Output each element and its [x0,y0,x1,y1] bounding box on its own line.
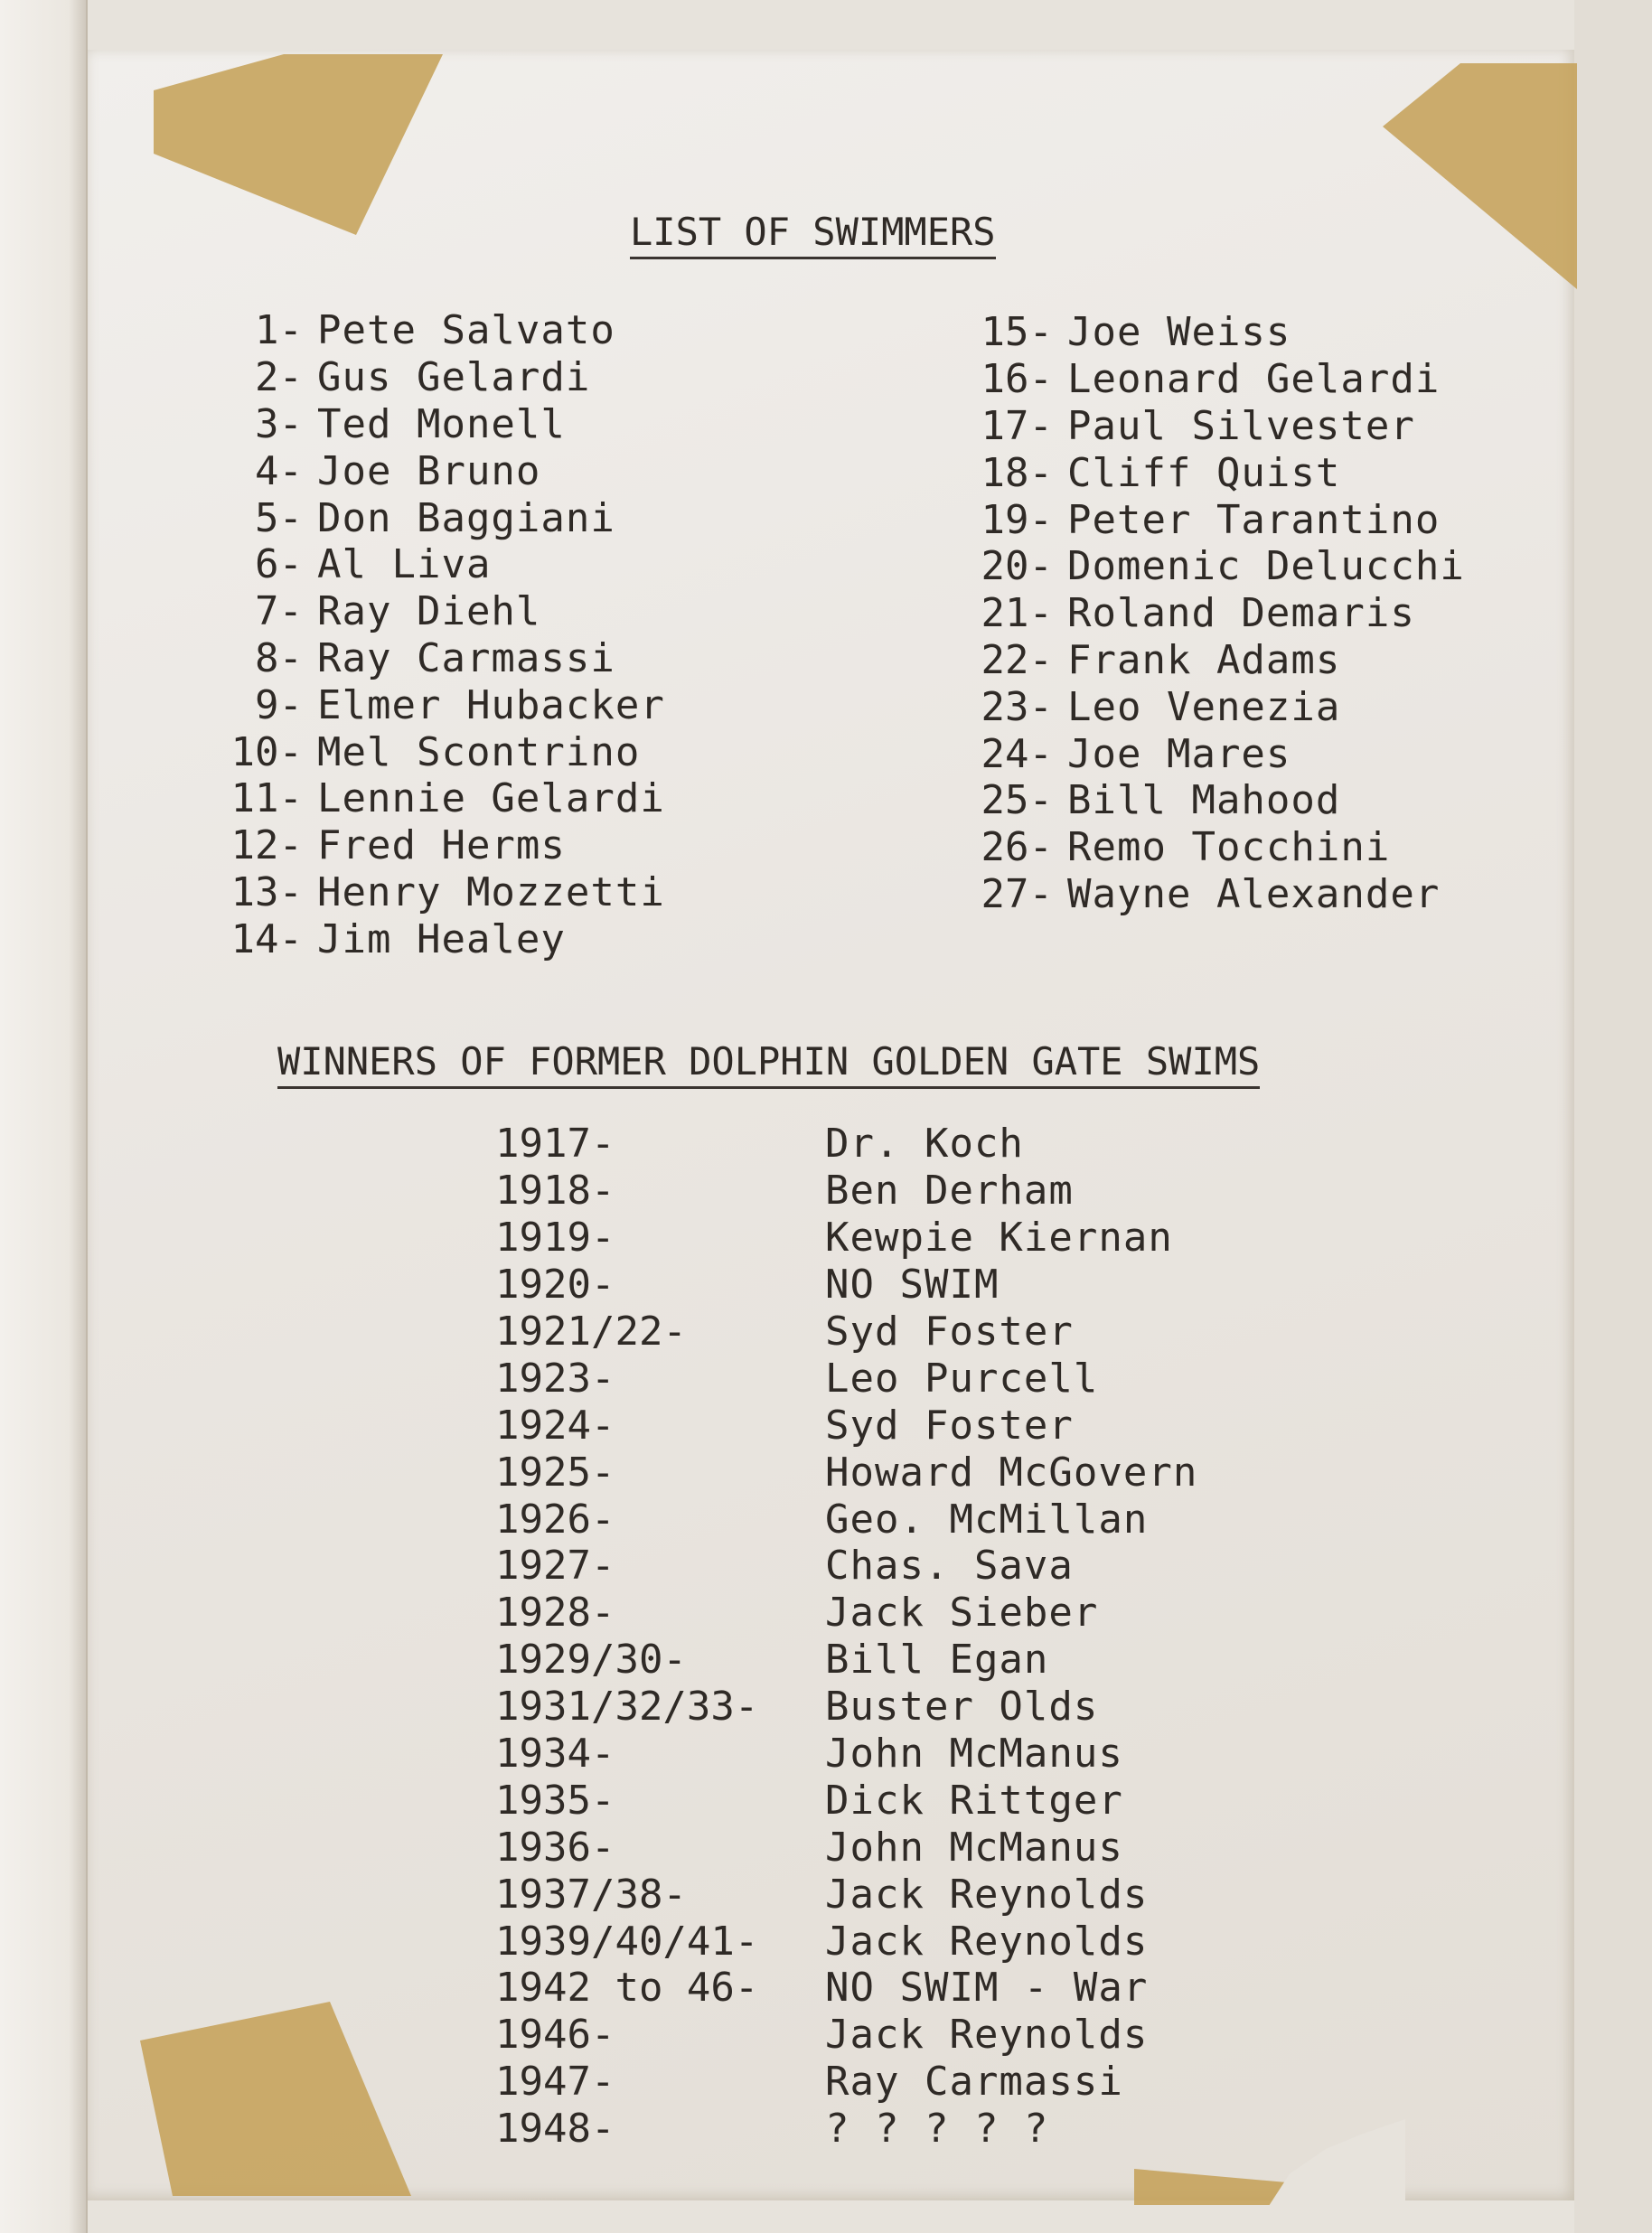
list-item [190,401,665,448]
list-item [190,494,665,541]
winner-year: 1924- [495,1402,615,1449]
swimmer-number: 22- [981,636,1053,683]
list-item [940,309,1465,356]
swimmer-name: Peter Tarantino [1067,496,1441,543]
swimmer-number: 19- [981,496,1053,543]
winner-name: Leo Purcell [825,1355,1099,1402]
swimmer-name: Bill Mahood [1067,777,1341,824]
list-item [495,1965,1197,2012]
swimmer-number: 16- [981,356,1053,403]
swimmer-number: 27- [981,870,1053,917]
swimmer-number: 17- [981,402,1053,449]
list-item [495,1496,1197,1543]
list-item [190,915,665,962]
winner-name: Dr. Koch [825,1121,1024,1168]
winner-name: Syd Foster [825,1309,1074,1355]
swimmer-name: Wayne Alexander [1067,870,1441,917]
swimmer-name: Paul Silvester [1067,402,1415,449]
list-item [495,1402,1197,1449]
list-item [940,824,1465,871]
swimmer-number: 11- [230,775,303,822]
winner-name: Kewpie Kiernan [825,1215,1173,1262]
list-item [190,728,665,775]
list-item [190,681,665,728]
list-item [940,449,1465,496]
winner-year: 1917- [495,1121,615,1168]
winner-year: 1921/22- [495,1309,687,1355]
list-item [940,543,1465,590]
winner-year: 1927- [495,1543,615,1590]
winner-name: Ben Derham [825,1168,1074,1215]
adjacent-page-edge [0,0,88,2233]
swimmer-name: Cliff Quist [1067,449,1341,496]
winner-year: 1919- [495,1215,615,1262]
swimmer-number: 26- [981,824,1053,871]
winner-year: 1937/38- [495,1871,687,1918]
swimmer-number: 21- [981,590,1053,637]
swimmer-name: Fred Herms [317,822,566,869]
swimmer-name: Frank Adams [1067,636,1341,683]
list-item [495,2012,1197,2059]
winner-name: Howard McGovern [825,1449,1198,1496]
list-item [495,1637,1197,1684]
winner-year: 1918- [495,1168,615,1215]
swimmer-number: 6- [255,541,303,588]
winner-year: 1934- [495,1731,615,1778]
swimmer-name: Ray Carmassi [317,634,615,681]
list-item [190,307,665,354]
list-item [495,1449,1197,1496]
swimmer-name: Remo Tocchini [1067,824,1391,871]
swimmer-number: 1- [255,307,303,354]
swimmer-number: 2- [255,354,303,401]
swimmer-name: Pete Salvato [317,307,615,354]
swimmer-number: 20- [981,543,1053,590]
list-item [495,2059,1197,2106]
swimmer-number: 25- [981,777,1053,824]
swimmer-number: 23- [981,683,1053,730]
swimmers-list-left [190,307,665,962]
winner-year: 1931/32/33- [495,1684,759,1731]
list-item [495,1918,1197,1965]
swimmer-name: Joe Bruno [317,447,541,494]
swimmer-number: 8- [255,634,303,681]
swimmer-name: Jim Healey [317,915,566,962]
winner-year: 1925- [495,1449,615,1496]
winners-heading: WINNERS OF FORMER DOLPHIN GOLDEN GATE SWIMS [277,1039,1260,1089]
list-item [940,777,1465,824]
winner-name: NO SWIM - War [825,1965,1149,2012]
list-item [190,354,665,401]
swimmer-name: Joe Weiss [1067,309,1291,356]
swimmer-number: 7- [255,588,303,635]
swimmer-name: Al Liva [317,541,492,588]
list-item [495,1121,1197,1168]
list-item [495,2106,1197,2153]
winner-name: Dick Rittger [825,1777,1123,1824]
swimmer-name: Don Baggiani [317,494,615,541]
swimmer-number: 18- [981,449,1053,496]
swimmers-heading: LIST OF SWIMMERS [630,210,996,259]
list-item [940,871,1465,918]
list-item [495,1168,1197,1215]
winner-year: 1939/40/41- [495,1918,759,1965]
swimmer-name: Domenic Delucchi [1067,543,1465,590]
winner-name: NO SWIM [825,1262,1000,1309]
swimmer-name: Henry Mozzetti [317,868,665,915]
list-item [940,683,1465,730]
swimmer-name: Roland Demaris [1067,590,1415,637]
winner-name: ? ? ? ? ? [825,2106,1049,2153]
winner-name: Syd Foster [825,1402,1074,1449]
winner-year: 1936- [495,1824,615,1871]
list-item [495,1215,1197,1262]
list-item [495,1777,1197,1824]
winner-year: 1935- [495,1777,615,1824]
winner-name: Geo. McMillan [825,1496,1149,1543]
swimmer-number: 24- [981,730,1053,777]
swimmer-name: Ted Monell [317,400,566,447]
swimmer-name: Ray Diehl [317,588,541,635]
winner-name: Jack Reynolds [825,1871,1149,1918]
list-item [190,822,665,869]
swimmer-number: 15- [981,309,1053,356]
list-item [495,1309,1197,1356]
list-item [495,1824,1197,1871]
winner-year: 1947- [495,2059,615,2106]
list-item [190,635,665,682]
swimmer-name: Elmer Hubacker [317,681,665,728]
list-item [940,590,1465,637]
swimmer-number: 12- [230,822,303,869]
winner-name: Buster Olds [825,1684,1099,1731]
winners-list [495,1121,1197,2153]
list-item [190,447,665,494]
winner-name: Chas. Sava [825,1543,1074,1590]
winner-year: 1929/30- [495,1637,687,1684]
list-item [940,403,1465,450]
swimmer-number: 3- [255,400,303,447]
background-right [1574,0,1652,2233]
list-item [495,1684,1197,1731]
swimmer-name: Gus Gelardi [317,354,591,401]
swimmer-number: 5- [255,494,303,541]
list-item [495,1731,1197,1778]
swimmer-number: 9- [255,681,303,728]
list-item [495,1262,1197,1309]
swimmers-list-right [940,309,1465,917]
swimmer-name: Leo Venezia [1067,683,1341,730]
list-item [190,541,665,588]
swimmer-number: 4- [255,447,303,494]
list-item [190,775,665,822]
winner-year: 1920- [495,1262,615,1309]
winner-year: 1942 to 46- [495,1965,759,2012]
swimmer-number: 14- [230,915,303,962]
winner-name: John McManus [825,1731,1123,1778]
list-item [940,730,1465,777]
swimmer-name: Mel Scontrino [317,728,641,775]
list-item [190,588,665,635]
list-item [940,496,1465,543]
list-item [495,1871,1197,1918]
swimmer-number: 13- [230,868,303,915]
winner-name: Jack Reynolds [825,1918,1149,1965]
swimmer-name: Leonard Gelardi [1067,356,1441,403]
list-item [495,1355,1197,1402]
winner-year: 1928- [495,1590,615,1637]
swimmer-number: 10- [230,728,303,775]
winner-name: John McManus [825,1824,1123,1871]
winner-year: 1946- [495,2012,615,2059]
winner-year: 1948- [495,2106,615,2153]
list-item [495,1543,1197,1590]
swimmer-name: Lennie Gelardi [317,775,665,822]
winner-year: 1923- [495,1355,615,1402]
winner-name: Ray Carmassi [825,2059,1123,2106]
list-item [940,356,1465,403]
list-item [940,637,1465,684]
swimmer-name: Joe Mares [1067,730,1291,777]
list-item [190,869,665,916]
winner-name: Bill Egan [825,1637,1049,1684]
winner-name: Jack Reynolds [825,2012,1149,2059]
winner-name: Jack Sieber [825,1590,1099,1637]
winner-year: 1926- [495,1496,615,1543]
list-item [495,1590,1197,1637]
